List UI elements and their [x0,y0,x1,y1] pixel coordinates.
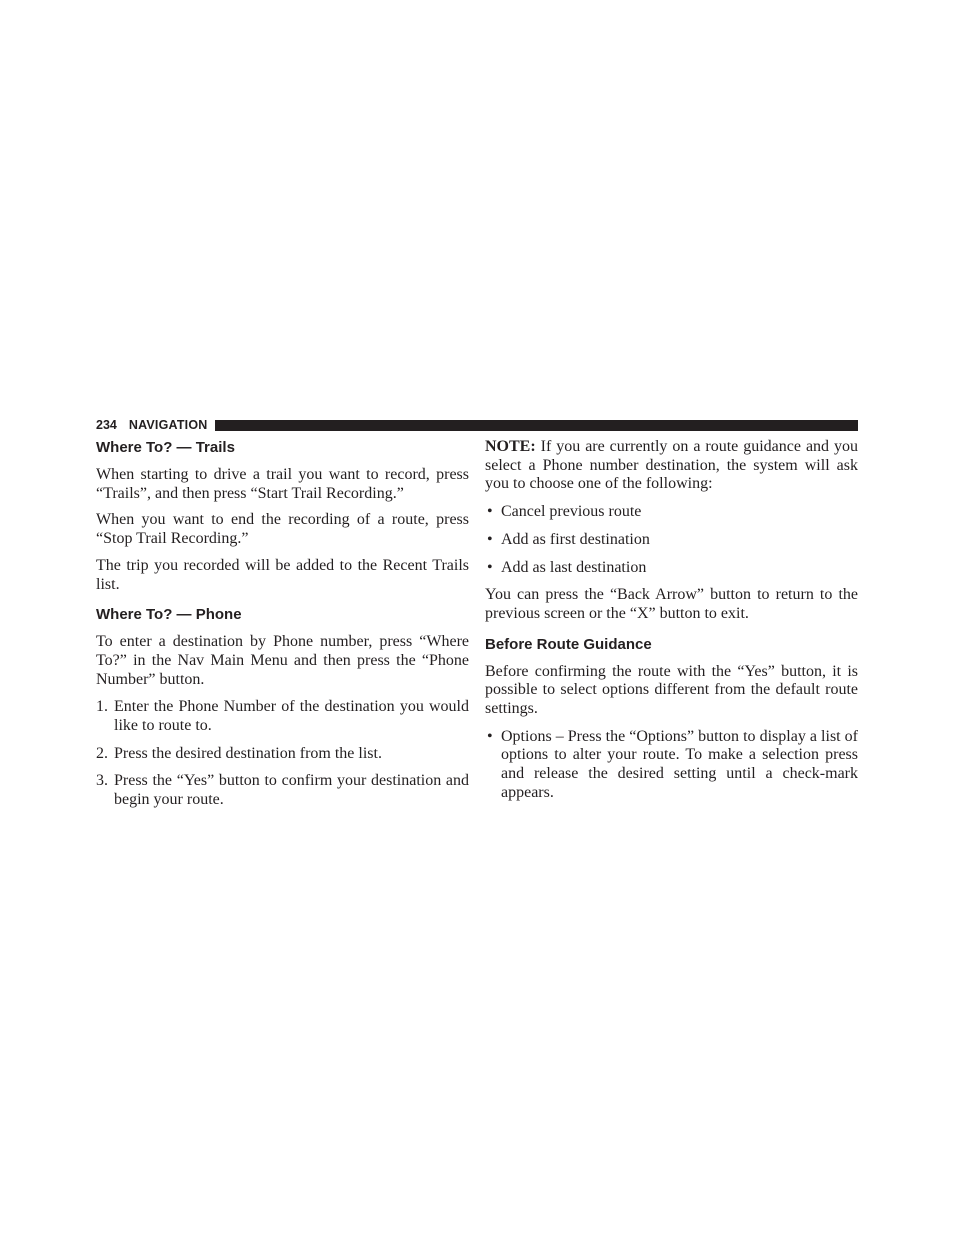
bullet: • [487,530,493,548]
left-column [96,438,469,819]
bullet: • [487,558,493,576]
trails-paragraph-1: When starting to drive a trail you want to record, press “Trails”, and then press “Start Trail Recording.” [96,466,469,502]
heading-trails: Where To? — Trails [96,439,235,456]
list-item [485,503,858,522]
header-rule [215,420,858,431]
list-item [485,728,858,803]
heading-before-route-guidance: Before Route Guidance [485,635,652,653]
section-title: NAVIGATION [128,418,208,432]
step-number: 1. [96,698,108,716]
heading-phone: Where To? — Phone [96,606,242,624]
phone-steps-list [96,698,469,810]
step-number: 3. [96,772,108,790]
list-item [485,531,858,550]
trails-paragraph-3: The trip you recorded will be added to the Recent Trails list. [96,556,469,593]
step-text: Press the desired destination from the list. [114,744,382,762]
option-text: Add as first destination [501,530,650,548]
bullet: • [487,503,493,521]
bullet-text: Options – Press the “Options” button to display a list of options to alter your route. To make a selection press and release the desired setting until a check-mark appears. [501,727,858,801]
step-number: 2. [96,744,108,762]
page-header [96,417,858,433]
list-item [96,745,469,764]
list-item [96,698,469,735]
right-column [485,438,858,812]
step-text: Enter the Phone Number of the destination you would like to route to. [114,698,469,735]
note-text: If you are currently on a route guidance and you select a Phone number destination, the system will ask you to choose one of the following: [485,438,858,493]
step-text: Press the “Yes” button to confirm your destination and begin your route. [114,772,469,809]
trails-paragraph-2: When you want to end the recording of a route, press “Stop Trail Recording.” [96,511,469,548]
phone-paragraph-1: To enter a destination by Phone number, press “Where To?” in the Nav Main Menu and then press the “Phone Number” button. [96,633,469,688]
before-paragraph-1: Before confirming the route with the “Yes” button, it is possible to select options different from the default route settings. [485,662,858,718]
list-item [485,559,858,578]
bullet: • [487,727,493,745]
before-bullets-list [485,728,858,803]
note-paragraph [485,438,858,494]
route-options-list [485,503,858,577]
list-item [96,772,469,809]
note-label: NOTE: [485,438,536,455]
back-arrow-paragraph: You can press the “Back Arrow” button to return to the previous screen or the “X” button to exit. [485,586,858,622]
option-text: Add as last destination [501,558,647,576]
option-text: Cancel previous route [501,503,642,521]
page-number: 234 [96,418,117,432]
